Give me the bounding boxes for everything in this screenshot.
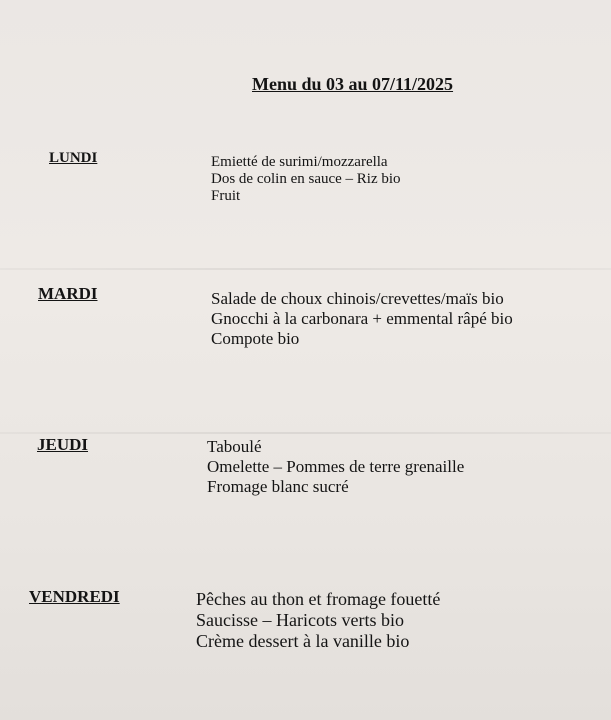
menu-item: Pêches au thon et fromage fouetté [196,589,441,609]
day-menu-items [211,289,513,349]
day-menu-items [211,154,401,205]
day-menu-items [207,437,464,497]
day-label: LUNDI [49,150,98,166]
menu-item: Fruit [211,188,241,204]
day-label: JEUDI [37,435,89,454]
menu-item: Crème dessert à la vanille bio [196,631,410,651]
day-label: MARDI [38,284,98,303]
menu-item: Compote bio [211,329,300,348]
menu-item: Omelette – Pommes de terre grenaille [207,457,465,476]
menu-item: Emietté de surimi/mozzarella [211,154,388,170]
menu-item: Gnocchi à la carbonara + emmental râpé bio [211,309,513,328]
menu-item: Fromage blanc sucré [207,477,349,496]
day-menu-items [196,589,440,652]
menu-item: Dos de colin en sauce – Riz bio [211,171,401,187]
day-label: VENDREDI [29,587,120,606]
menu-item: Taboulé [207,437,262,456]
paper-fold-line [0,432,611,434]
paper-fold-line [0,268,611,270]
menu-title: Menu du 03 au 07/11/2025 [252,74,454,94]
menu-item: Saucisse – Haricots verts bio [196,610,404,630]
menu-item: Salade de choux chinois/crevettes/maïs bio [211,289,504,308]
